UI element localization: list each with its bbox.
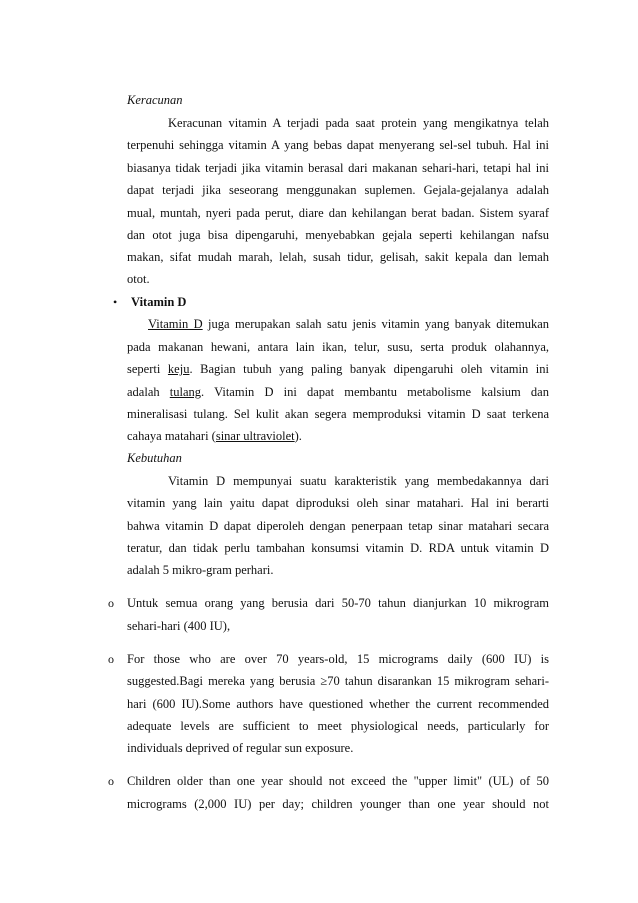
- bullet-icon: •: [113, 295, 118, 309]
- kebutuhan-line-5: adalah 5 mikro-gram perhari.: [127, 563, 274, 577]
- vitamin-d-intro-line-5: mineralisasi tulang. Sel kulit akan segera memproduksi vitamin D saat terkena: [127, 407, 549, 421]
- sinar-ultraviolet-link[interactable]: sinar ultraviolet: [215, 429, 295, 443]
- keju-link[interactable]: keju: [167, 362, 190, 376]
- keracunan-line-5: mual, muntah, nyeri pada perut, diare dan kehilangan berat badan. Sistem syaraf: [127, 206, 549, 220]
- kebutuhan-line-1: Vitamin D mempunyai suatu karakteristik yang membedakannya dari: [168, 474, 549, 488]
- sub-bullet-3-line-2: micrograms (2,000 IU) per day; children younger than one year should not: [127, 797, 549, 811]
- keracunan-line-4: dapat terjadi jika seseorang menggunakan suplemen. Gejala-gejalanya adalah: [127, 183, 549, 197]
- sub-bullet-2-line-3: hari (600 IU).Some authors have questioned whether the current recommended: [127, 697, 549, 711]
- keracunan-line-2: terpenuhi sehingga vitamin A yang bebas dapat menyerang sel-sel tubuh. Hal ini: [127, 138, 549, 152]
- circle-bullet-icon: o: [108, 652, 114, 666]
- circle-bullet-icon: o: [108, 774, 114, 788]
- vitamin-d-heading: Vitamin D: [131, 295, 187, 309]
- vitamin-d-link[interactable]: Vitamin D: [148, 317, 203, 331]
- vitamin-d-intro-line-6: cahaya matahari (sinar ultraviolet).: [127, 429, 302, 443]
- keracunan-line-3: biasanya tidak terjadi jika vitamin berasal dari makanan sehari-hari, tetapi hal ini: [127, 161, 549, 175]
- sub-bullet-2-line-2: suggested.Bagi mereka yang berusia ≥70 tahun disarankan 15 mikrogram sehari-: [127, 674, 549, 688]
- kebutuhan-line-4: teratur, dan tidak perlu tambahan konsumsi vitamin D. RDA untuk vitamin D: [127, 541, 549, 555]
- keracunan-line-1: Keracunan vitamin A terjadi pada saat protein yang mengikatnya telah: [168, 116, 549, 130]
- keracunan-line-7: makan, sifat mudah marah, lelah, susah tidur, gelisah, sakit kepala dan lemah: [127, 250, 549, 264]
- circle-bullet-icon: o: [108, 596, 114, 610]
- sub-bullet-3-line-1: Children older than one year should not exceed the "upper limit" (UL) of 50: [127, 774, 549, 788]
- sub-bullet-1-line-2: sehari-hari (400 IU),: [127, 619, 231, 633]
- keracunan-line-8: otot.: [127, 272, 150, 286]
- keracunan-line-6: dan otot juga bisa dipengaruhi, menyebabkan gejala seperti kehilangan nafsu: [127, 228, 549, 242]
- vitamin-d-intro-line-4: adalah tulang. Vitamin D ini dapat membantu metabolisme kalsium dan: [127, 385, 549, 399]
- vitamin-d-intro-line-2: pada makanan hewani, antara lain ikan, telur, susu, serta produk olahannya,: [127, 340, 549, 354]
- kebutuhan-line-2: vitamin yang lain yaitu dapat diproduksi oleh sinar matahari. Hal ini berarti: [127, 496, 549, 510]
- kebutuhan-line-3: bahwa vitamin D dapat diperoleh dengan penerpaan tetap sinar matahari secara: [127, 519, 549, 533]
- sub-bullet-2-line-4: adequate levels are sufficient to meet physiological needs, particularly for: [127, 719, 549, 733]
- sub-bullet-2-line-5: individuals deprived of regular sun exposure.: [127, 741, 354, 755]
- kebutuhan-heading: Kebutuhan: [127, 451, 182, 465]
- vitamin-d-intro-line-1: Vitamin D juga merupakan salah satu jenis vitamin yang banyak ditemukan: [148, 317, 549, 331]
- sub-bullet-2-line-1: For those who are over 70 years-old, 15 micrograms daily (600 IU) is: [127, 652, 549, 666]
- sub-bullet-1-line-1: Untuk semua orang yang berusia dari 50-70 tahun dianjurkan 10 mikrogram: [127, 596, 549, 610]
- tulang-link[interactable]: tulang: [169, 385, 202, 399]
- keracunan-heading: Keracunan: [127, 93, 183, 107]
- vitamin-d-intro-line-3: seperti keju. Bagian tubuh yang paling banyak dipengaruhi oleh vitamin ini: [127, 362, 549, 376]
